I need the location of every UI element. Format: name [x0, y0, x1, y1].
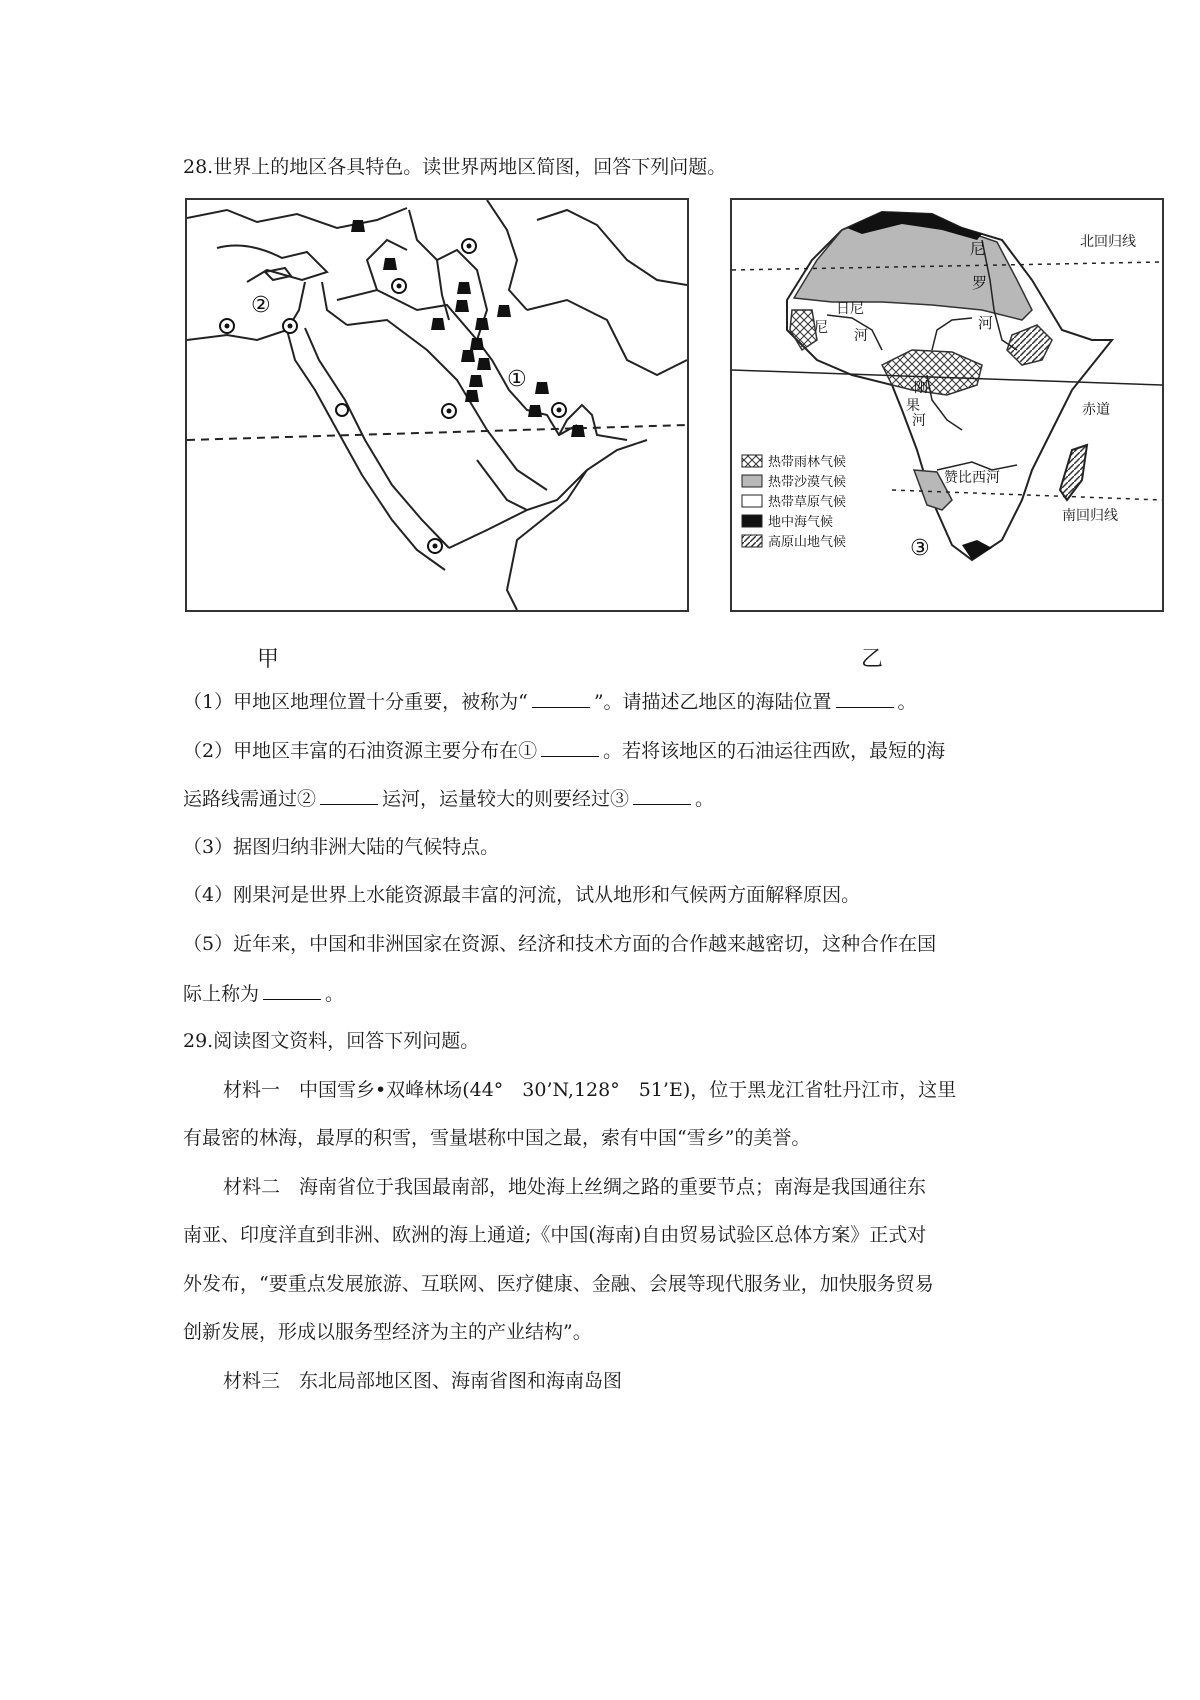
- question-28-5: （5）近年来，中国和非洲国家在资源、经济和技术方面的合作越来越密切，这种合作在国: [183, 933, 937, 955]
- legend-label: 高原山地气候: [768, 535, 847, 550]
- map-middle-east-drawing: [187, 200, 687, 610]
- label-tropic-north: 北回归线: [1080, 234, 1136, 250]
- answer-blank[interactable]: [836, 691, 894, 708]
- label-congo-3: 河: [912, 413, 926, 429]
- climate-legend: [742, 454, 846, 550]
- answer-blank[interactable]: [320, 788, 378, 805]
- question-28-title: 28.世界上的地区各具特色。读世界两地区简图，回答下列问题。: [183, 156, 727, 178]
- label-niger-1: 日尼: [836, 301, 864, 317]
- label-congo-2: 果: [906, 398, 920, 414]
- answer-blank[interactable]: [541, 740, 599, 757]
- material-1-line-1: 材料一 中国雪乡•双峰林场(44° 30’N,128° 51’E)，位于黑龙江省牡丹江市，这里: [223, 1079, 957, 1101]
- question-28-4: （4）刚果河是世界上水能资源最丰富的河流，试从地形和气候两方面解释原因。: [183, 884, 861, 906]
- question-28-5-cont: 际上称为 。: [183, 983, 345, 1005]
- map-middle-east: [185, 198, 689, 612]
- answer-blank[interactable]: [633, 788, 691, 805]
- question-29-title: 29.阅读图文资料，回答下列问题。: [183, 1030, 480, 1052]
- map-jia-marker-2: ②: [251, 293, 271, 318]
- legend-label: 热带雨林气候: [768, 455, 847, 470]
- label-niger-3: 河: [854, 328, 868, 344]
- material-2-line-4: 创新发展，形成以服务型经济为主的产业结构”。: [183, 1321, 592, 1343]
- label-zambezi: 赞比西河: [944, 470, 1000, 486]
- label-nile-3: 河: [978, 314, 994, 332]
- answer-blank[interactable]: [532, 691, 590, 708]
- legend-label: 热带草原气候: [768, 495, 847, 510]
- map-caption-jia: 甲: [257, 647, 280, 672]
- map-caption-yi: 乙: [861, 647, 884, 672]
- legend-label: 地中海气候: [768, 515, 834, 530]
- question-28-2-cont: 运路线需通过② 运河，运量较大的则要经过③ 。: [183, 788, 715, 810]
- material-2-line-3: 外发布，“要重点发展旅游、互联网、医疗健康、金融、会展等现代服务业，加快服务贸易: [183, 1273, 934, 1295]
- label-tropic-south: 南回归线: [1062, 508, 1118, 524]
- map-jia-marker-1: ①: [507, 367, 527, 392]
- legend-label: 热带沙漠气候: [768, 475, 847, 490]
- material-3: 材料三 东北局部地区图、海南省图和海南岛图: [223, 1370, 623, 1392]
- answer-blank[interactable]: [263, 983, 321, 1000]
- material-2-line-1: 材料二 海南省位于我国最南部，地处海上丝绸之路的重要节点；南海是我国通往东: [223, 1176, 927, 1198]
- question-28-3: （3）据图归纳非洲大陆的气候特点。: [183, 836, 500, 858]
- map-africa-drawing: [732, 200, 1162, 610]
- label-equator: 赤道: [1082, 402, 1110, 418]
- label-niger-2: 尼: [814, 320, 828, 336]
- label-nile-2: 罗: [972, 274, 988, 292]
- label-congo-1: 刚: [914, 380, 928, 396]
- material-2-line-2: 南亚、印度洋直到非洲、欧洲的海上通道;《中国(海南)自由贸易试验区总体方案》正式对: [183, 1224, 927, 1246]
- map-africa-climate: [730, 198, 1164, 612]
- question-28-2: （2）甲地区丰富的石油资源主要分布在① 。若将该地区的石油运往西欧，最短的海: [183, 740, 946, 762]
- question-28-1: （1）甲地区地理位置十分重要，被称为“ ”。请描述乙地区的海陆位置 。: [183, 691, 917, 713]
- map-yi-marker-3: ③: [910, 536, 930, 561]
- material-1-line-2: 有最密的林海，最厚的积雪，雪量堪称中国之最，索有中国“雪乡”的美誉。: [183, 1127, 811, 1149]
- label-nile-1: 尼: [970, 240, 986, 258]
